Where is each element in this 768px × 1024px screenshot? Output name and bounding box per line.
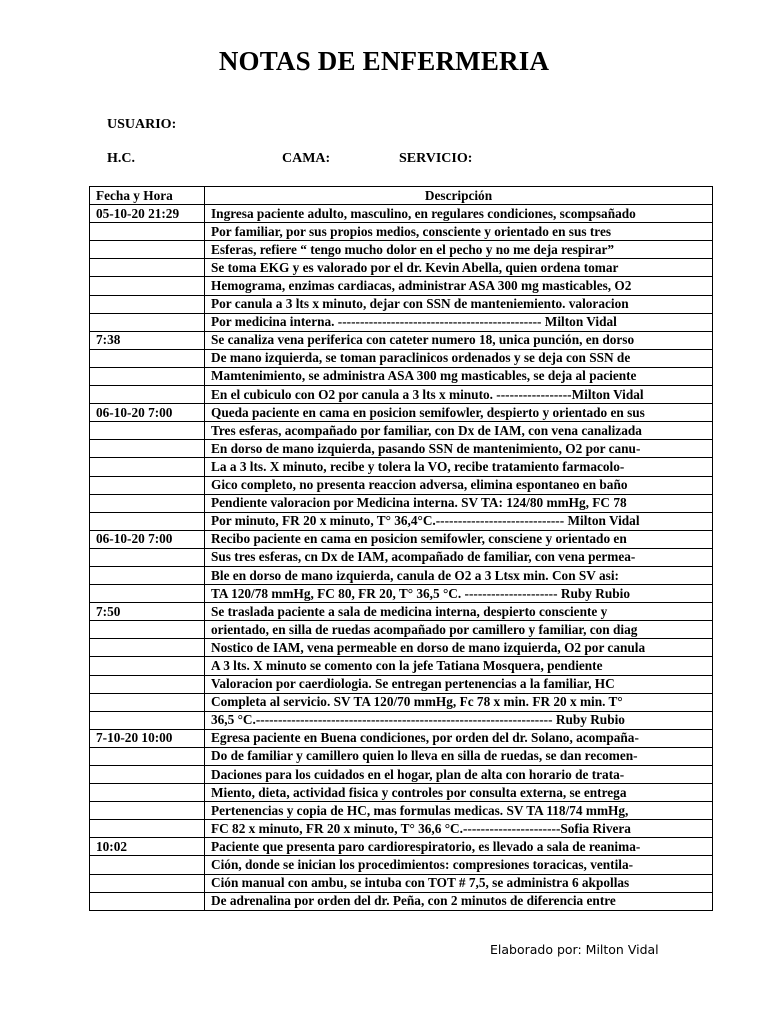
fecha-cell: 06-10-20 7:00 [90, 530, 205, 548]
page-title: NOTAS DE ENFERMERIA [218, 46, 550, 76]
fecha-cell [90, 874, 205, 892]
descripcion-cell: TA 120/78 mmHg, FC 80, FR 20, T° 36,5 °C. --------------------- Ruby Rubio [205, 585, 713, 603]
table-row [90, 440, 713, 458]
descripcion-cell: Ción, donde se inician los procedimientos: compresiones toracicas, ventila- [205, 856, 713, 874]
table-row [90, 530, 713, 548]
fecha-cell [90, 386, 205, 404]
table-row [90, 675, 713, 693]
fecha-cell [90, 313, 205, 331]
fecha-cell [90, 892, 205, 910]
table-row [90, 476, 713, 494]
descripcion-cell: Nostico de IAM, vena permeable en dorso de mano izquierda, O2 por canula [205, 639, 713, 657]
fecha-cell [90, 512, 205, 530]
descripcion-cell: La a 3 lts. X minuto, recibe y tolera la VO, recibe tratamiento farmacolo- [205, 458, 713, 476]
descripcion-cell: orientado, en silla de ruedas acompañado por camillero y familiar, con diag [205, 621, 713, 639]
fecha-cell [90, 657, 205, 675]
table-row [90, 349, 713, 367]
table-row [90, 892, 713, 910]
fecha-cell [90, 802, 205, 820]
fecha-cell [90, 259, 205, 277]
fecha-cell [90, 856, 205, 874]
table-row [90, 367, 713, 385]
fecha-cell [90, 241, 205, 259]
fecha-cell [90, 820, 205, 838]
fecha-cell [90, 349, 205, 367]
usuario-label: USUARIO: [107, 117, 177, 132]
fecha-cell [90, 458, 205, 476]
table-row [90, 820, 713, 838]
descripcion-cell: De mano izquierda, se toman paraclinicos ordenados y se deja con SSN de [205, 349, 713, 367]
fecha-cell [90, 295, 205, 313]
table-row [90, 693, 713, 711]
table-row [90, 585, 713, 603]
descripcion-cell: FC 82 x minuto, FR 20 x minuto, T° 36,6 °C.----------------------Sofia Rivera [205, 820, 713, 838]
fecha-cell [90, 639, 205, 657]
fecha-cell: 10:02 [90, 838, 205, 856]
descripcion-cell: Egresa paciente en Buena condiciones, por orden del dr. Solano, acompaña- [205, 729, 713, 747]
table-row [90, 711, 713, 729]
descripcion-cell: Completa al servicio. SV TA 120/70 mmHg, Fc 78 x min. FR 20 x min. T° [205, 693, 713, 711]
elaborado-por: Elaborado por: Milton Vidal [490, 942, 659, 957]
fecha-cell [90, 440, 205, 458]
descripcion-cell: Se toma EKG y es valorado por el dr. Kevin Abella, quien ordena tomar [205, 259, 713, 277]
descripcion-cell: Pendiente valoracion por Medicina interna. SV TA: 124/80 mmHg, FC 78 [205, 494, 713, 512]
descripcion-cell: Esferas, refiere “ tengo mucho dolor en el pecho y no me deja respirar” [205, 241, 713, 259]
descripcion-cell: Recibo paciente en cama en posicion semifowler, consciene y orientado en [205, 530, 713, 548]
table-row [90, 205, 713, 223]
table-row [90, 639, 713, 657]
table-row [90, 331, 713, 349]
table-row [90, 386, 713, 404]
table-row [90, 657, 713, 675]
descripcion-cell: Hemograma, enzimas cardiacas, administrar ASA 300 mg masticables, O2 [205, 277, 713, 295]
fecha-cell: 7:38 [90, 331, 205, 349]
table-header-row [90, 187, 713, 205]
cama-label: CAMA: [282, 151, 331, 166]
fecha-cell [90, 675, 205, 693]
descripcion-cell: Daciones para los cuidados en el hogar, plan de alta con horario de trata- [205, 766, 713, 784]
table-row [90, 548, 713, 566]
fecha-cell [90, 422, 205, 440]
descripcion-cell: Se canaliza vena periferica con cateter numero 18, unica punción, en dorso [205, 331, 713, 349]
descripcion-cell: Se traslada paciente a sala de medicina interna, despierto consciente y [205, 603, 713, 621]
table-row [90, 313, 713, 331]
descripcion-cell: Mamtenimiento, se administra ASA 300 mg masticables, se deja al paciente [205, 367, 713, 385]
descripcion-cell: 36,5 °C.------------------------------------------------------------------- Ruby Rubio [205, 711, 713, 729]
fecha-cell [90, 766, 205, 784]
table-row [90, 766, 713, 784]
fecha-cell [90, 566, 205, 584]
descripcion-cell: En el cubiculo con O2 por canula a 3 lts x minuto. -----------------Milton Vidal [205, 386, 713, 404]
descripcion-cell: Por minuto, FR 20 x minuto, T° 36,4°C.----------------------------- Milton Vidal [205, 512, 713, 530]
table-row [90, 512, 713, 530]
descripcion-cell: Por canula a 3 lts x minuto, dejar con SSN de manteniemiento. valoracion [205, 295, 713, 313]
table-row [90, 223, 713, 241]
nursing-notes-table [89, 186, 713, 911]
table-row [90, 241, 713, 259]
descripcion-cell: A 3 lts. X minuto se comento con la jefe Tatiana Mosquera, pendiente [205, 657, 713, 675]
fecha-cell [90, 367, 205, 385]
descripcion-cell: Gico completo, no presenta reaccion adversa, elimina espontaneo en baño [205, 476, 713, 494]
fecha-cell [90, 784, 205, 802]
fecha-cell [90, 548, 205, 566]
descripcion-cell: Tres esferas, acompañado por familiar, con Dx de IAM, con vena canalizada [205, 422, 713, 440]
hc-label: H.C. [107, 151, 135, 166]
table-row [90, 856, 713, 874]
fecha-cell: 05-10-20 21:29 [90, 205, 205, 223]
descripcion-cell: Paciente que presenta paro cardiorespiratorio, es llevado a sala de reanima- [205, 838, 713, 856]
fecha-hora-header: Fecha y Hora [90, 187, 205, 205]
descripcion-cell: Queda paciente en cama en posicion semifowler, despierto y orientado en sus [205, 404, 713, 422]
fecha-cell [90, 476, 205, 494]
table-row [90, 802, 713, 820]
servicio-label: SERVICIO: [399, 151, 473, 166]
fecha-cell [90, 693, 205, 711]
descripcion-cell: Por medicina interna. ---------------------------------------------- Milton Vidal [205, 313, 713, 331]
table-row [90, 747, 713, 765]
fecha-cell [90, 585, 205, 603]
table-row [90, 874, 713, 892]
table-row [90, 295, 713, 313]
descripcion-cell: Ingresa paciente adulto, masculino, en regulares condiciones, scompsañado [205, 205, 713, 223]
descripcion-cell: Por familiar, por sus propios medios, consciente y orientado en sus tres [205, 223, 713, 241]
table-row [90, 729, 713, 747]
descripcion-cell: Miento, dieta, actividad fisica y controles por consulta externa, se entrega [205, 784, 713, 802]
fecha-cell [90, 621, 205, 639]
descripcion-cell: Pertenencias y copia de HC, mas formulas medicas. SV TA 118/74 mmHg, [205, 802, 713, 820]
table-row [90, 458, 713, 476]
descripcion-cell: De adrenalina por orden del dr. Peña, con 2 minutos de diferencia entre [205, 892, 713, 910]
table-row [90, 422, 713, 440]
table-row [90, 566, 713, 584]
descripcion-cell: En dorso de mano izquierda, pasando SSN de mantenimiento, O2 por canu- [205, 440, 713, 458]
table-row [90, 494, 713, 512]
descripcion-header: Descripción [205, 187, 713, 205]
fecha-cell [90, 711, 205, 729]
table-body [90, 205, 713, 911]
descripcion-cell: Sus tres esferas, cn Dx de IAM, acompañado de familiar, con vena permea- [205, 548, 713, 566]
table-row [90, 784, 713, 802]
fecha-cell [90, 747, 205, 765]
fecha-cell [90, 223, 205, 241]
descripcion-cell: Ción manual con ambu, se intuba con TOT # 7,5, se administra 6 akpollas [205, 874, 713, 892]
table-row [90, 603, 713, 621]
table-row [90, 838, 713, 856]
fecha-cell [90, 494, 205, 512]
table-row [90, 277, 713, 295]
descripcion-cell: Ble en dorso de mano izquierda, canula de O2 a 3 Ltsx min. Con SV asi: [205, 566, 713, 584]
fecha-cell: 06-10-20 7:00 [90, 404, 205, 422]
table-row [90, 259, 713, 277]
fecha-cell [90, 277, 205, 295]
fecha-cell: 7-10-20 10:00 [90, 729, 205, 747]
fecha-cell: 7:50 [90, 603, 205, 621]
descripcion-cell: Do de familiar y camillero quien lo lleva en silla de ruedas, se dan recomen- [205, 747, 713, 765]
table-row [90, 404, 713, 422]
table-row [90, 621, 713, 639]
descripcion-cell: Valoracion por caerdiologia. Se entregan pertenencias a la familiar, HC [205, 675, 713, 693]
